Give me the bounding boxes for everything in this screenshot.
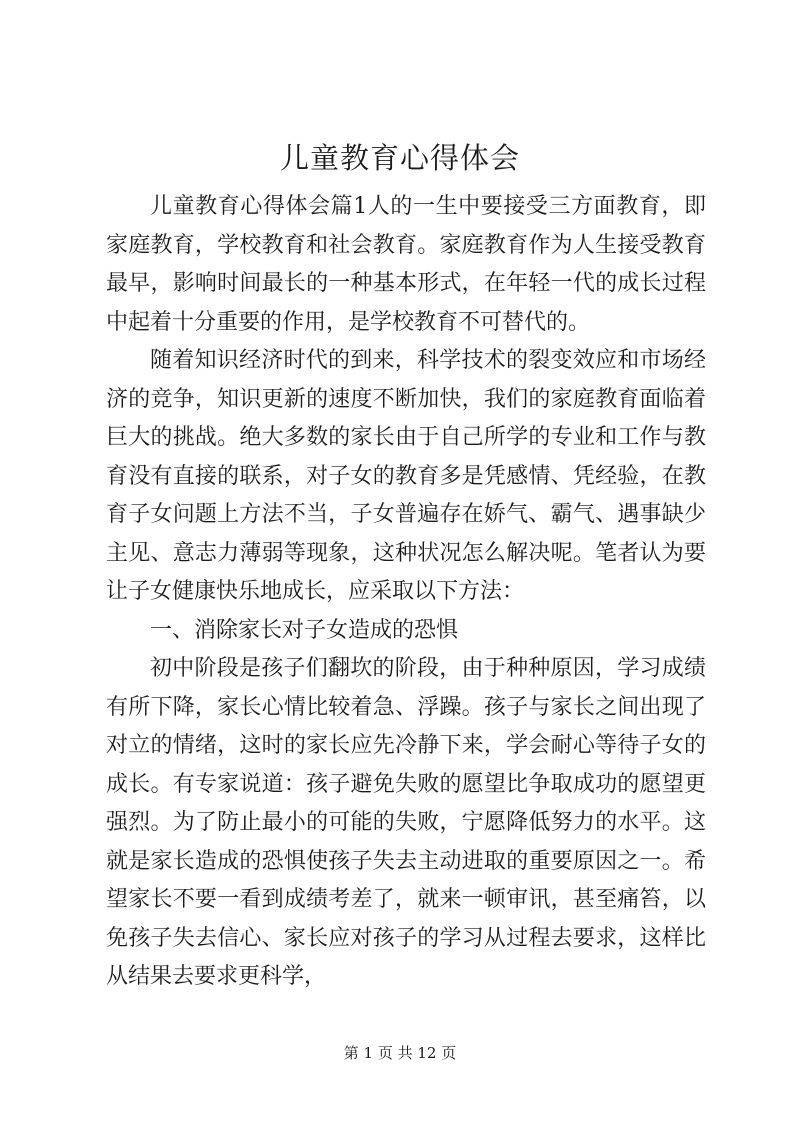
paragraph-intro: 儿童教育心得体会篇1人的一生中要接受三方面教育，即家庭教育，学校教育和社会教育。家庭教育作为人生接受教育最早，影响时间最长的一种基本形式，在年轻一代的成长过程中起着十分重要的作用，是学校教育不可替代的。 — [106, 194, 706, 335]
section-heading-1: 一、消除家长对子女造成的恐惧 — [150, 617, 459, 643]
document-title: 儿童教育心得体会 — [279, 141, 520, 175]
page-number-footer: 第 1 页 共 12 页 — [343, 1044, 457, 1062]
document-body — [106, 188, 706, 997]
paragraph-challenge: 随着知识经济时代的到来，科学技术的裂变效应和市场经济的竞争，知识更新的速度不断加快，我们的家庭教育面临着巨大的挑战。绝大多数的家长由于自己所学的专业和工作与教育没有直接的联系，对子女的教育多是凭感情、凭经验，在教育子女问题上方法不当，子女普遍存在娇气、霸气、遇事缺少主见、意志力薄弱等现象，这种状况怎么解决呢。笔者认为要让子女健康快乐地成长，应采取以下方法： — [106, 348, 706, 604]
paragraph-section-1: 初中阶段是孩子们翻坎的阶段，由于种种原因，学习成绩有所下降，家长心情比较着急、浮躁。孩子与家长之间出现了对立的情绪，这时的家长应先冷静下来，学会耐心等待子女的成长。有专家说道：孩子避免失败的愿望比争取成功的愿望更强烈。为了防止最小的可能的失败，宁愿降低努力的水平。这就是家长造成的恐惧使孩子失去主动进取的重要原因之一。希望家长不要一看到成绩考差了，就来一顿审讯，甚至痛笞，以免孩子失去信心、家长应对孩子的学习从过程去要求，这样比从结果去要求更科学， — [106, 656, 706, 989]
